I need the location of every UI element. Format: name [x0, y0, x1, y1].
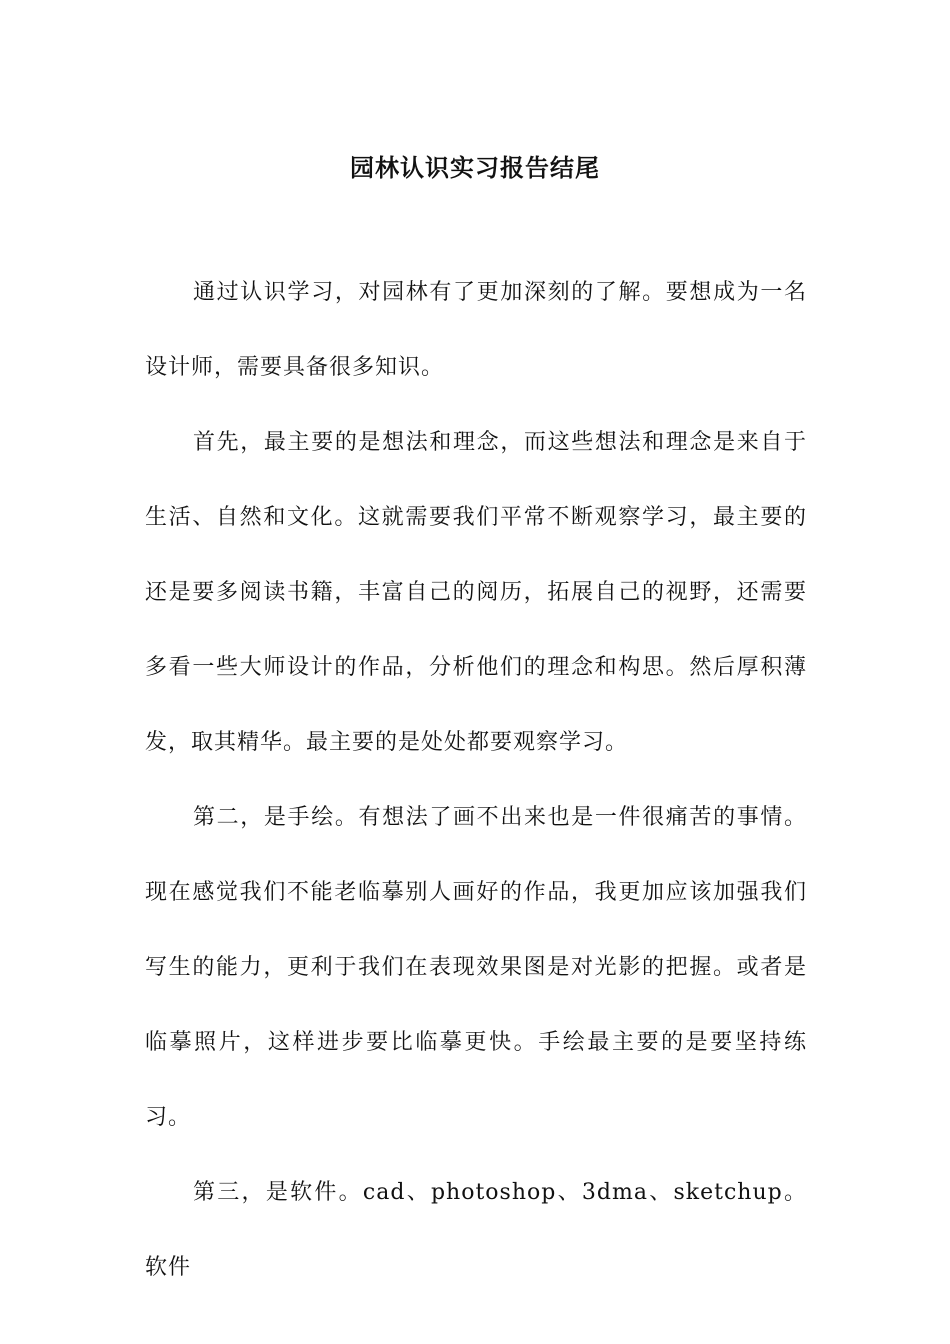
document-body: [145, 255, 807, 1305]
paragraph-4: 第三，是软件。cad、photoshop、3dma、sketchup。软件: [145, 1180, 807, 1280]
document-title: 园林认识实习报告结尾: [350, 154, 600, 183]
paragraph-3: 第二，是手绘。有想法了画不出来也是一件很痛苦的事情。现在感觉我们不能老临摹别人画好的作品，我更加应该加强我们写生的能力，更利于我们在表现效果图是对光影的把握。或者是临摹照片，这样进步要比临摹更快。手绘最主要的是要坚持练习。: [145, 805, 807, 1130]
paragraph-1: 通过认识学习，对园林有了更加深刻的了解。要想成为一名设计师，需要具备很多知识。: [145, 280, 807, 380]
paragraph-2: 首先，最主要的是想法和理念，而这些想法和理念是来自于生活、自然和文化。这就需要我们平常不断观察学习，最主要的还是要多阅读书籍，丰富自己的阅历，拓展自己的视野，还需要多看一些大师设计的作品，分析他们的理念和构思。然后厚积薄发，取其精华。最主要的是处处都要观察学习。: [145, 430, 807, 755]
